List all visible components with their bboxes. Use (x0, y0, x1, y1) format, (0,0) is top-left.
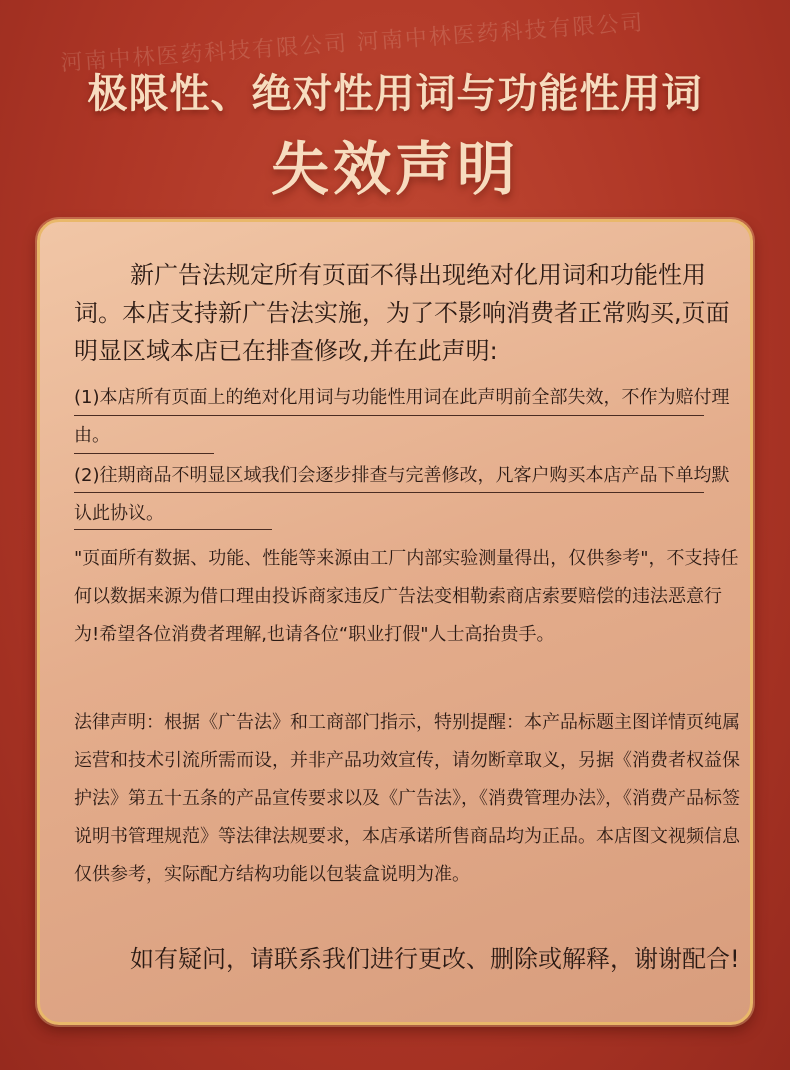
title-line-1: 极限性、绝对性用词与功能性用词 (87, 71, 703, 117)
intro-paragraph: 新广告法规定所有页面不得出现绝对化用词和功能性用词。本店支持新广告法实施，为了不影响消费者正常购买,页面明显区域本店已在排查修改,并在此声明: (74, 261, 730, 365)
watermark: 河南中林医药科技有限公司 河南中林医药科技有限公司 (59, 10, 646, 77)
clause-1-underline-2 (74, 453, 214, 454)
statement-card (37, 219, 753, 1025)
clause-2-underline-1 (74, 492, 704, 493)
clause-1-underline-1 (74, 415, 704, 416)
clause-1: (1)本店所有页面上的绝对化用词与功能性用词在此声明前全部失效，不作为赔付理由。 (74, 387, 730, 446)
closing-paragraph: 如有疑问，请联系我们进行更改、删除或解释，谢谢配合! (130, 945, 740, 973)
data-notice-paragraph: "页面所有数据、功能、性能等来源由工厂内部实验测量得出，仅供参考"，不支持任何以数据来源为借口理由投诉商家违反广告法变相勒索商店索要赔偿的违法恶意行为!希望各位消费者理解,也请各位“职业打假"人士高抬贵手。 (74, 548, 739, 645)
clause-2: (2)往期商品不明显区域我们会逐步排查与完善修改，凡客户购买本店产品下单均默认此协议。 (74, 465, 730, 524)
clause-2-underline-2 (74, 529, 272, 530)
title-line-2: 失效声明 (270, 135, 519, 203)
legal-notice-paragraph: 法律声明：根据《广告法》和工商部门指示，特别提醒：本产品标题主图详情页纯属运营和技术引流所需而设，并非产品功效宣传，请勿断章取义，另据《消费者权益保护法》第五十五条的产品宣传要求以及《广告法》，《消费管理办法》，《消费产品标签说明书管理规范》等法律法规要求，本店承诺所售商品均为正品。本店图文视频信息仅供参考，实际配方结构功能以包装盒说明为准。 (74, 712, 740, 885)
